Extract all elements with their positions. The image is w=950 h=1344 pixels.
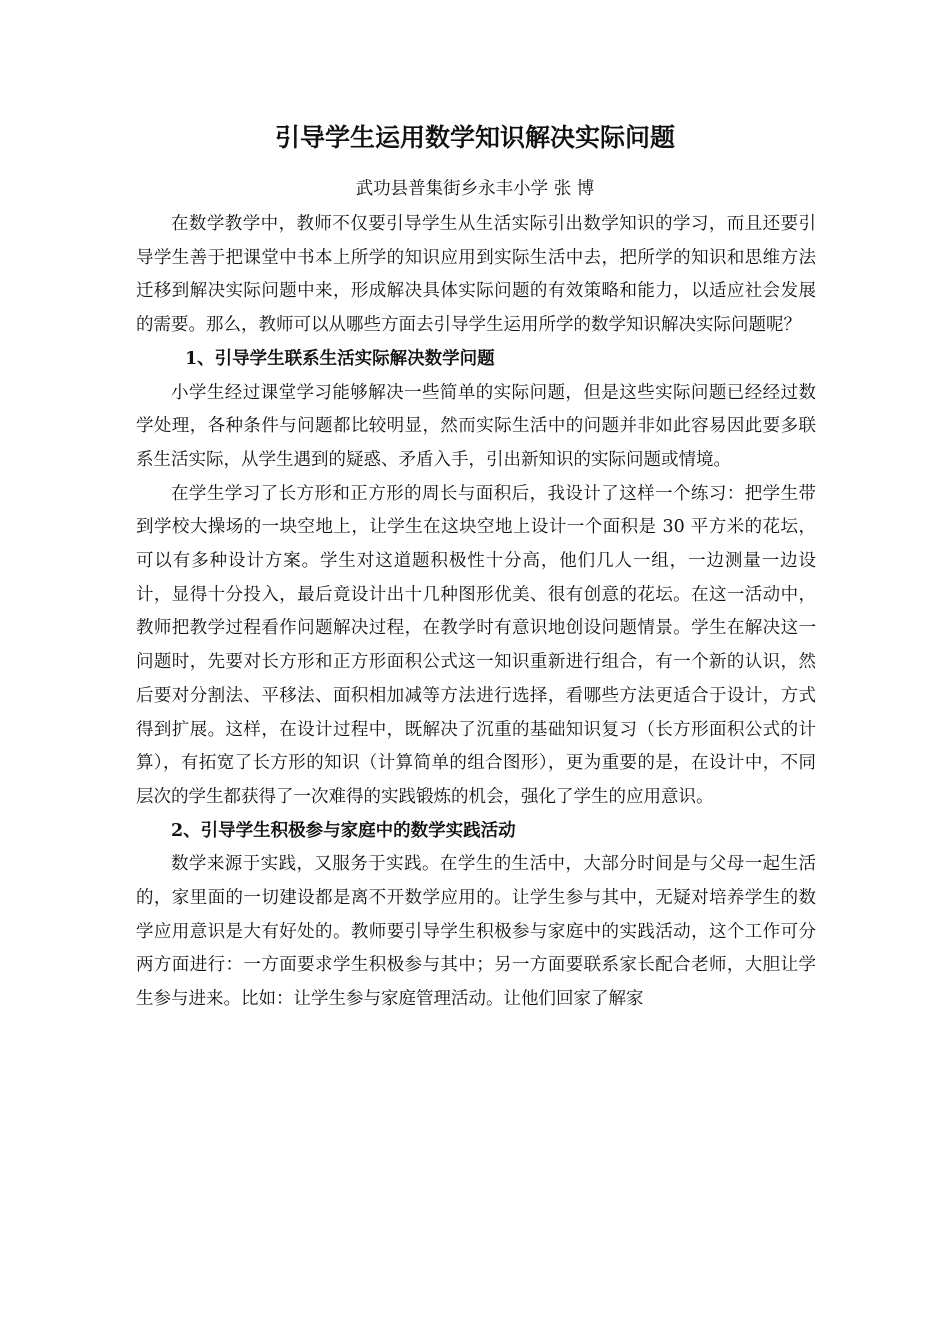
- document-body: [136, 208, 816, 1017]
- intro-paragraph: 在数学教学中，教师不仅要引导学生从生活实际引出数学知识的学习，而且还要引导学生善于把课堂中书本上所学的知识应用到实际生活中去，把所学的知识和思维方法迁移到解决实际问题中来，形成解决具体实际问题的有效策略和能力，以适应社会发展的需要。那么，教师可以从哪些方面去引导学生运用所学的数学知识解决实际问题呢？: [136, 214, 816, 336]
- section-1-paragraph-1: 小学生经过课堂学习能够解决一些简单的实际问题，但是这些实际问题已经经过数学处理，各种条件与问题都比较明显，然而实际生活中的问题并非如此容易因此要多联系生活实际，从学生遇到的疑惑、矛盾入手，引出新知识的实际问题或情境。: [136, 382, 816, 470]
- section-2-heading: 2、引导学生积极参与家庭中的数学实践活动: [171, 820, 516, 841]
- section-2-paragraph-1: 数学来源于实践，又服务于实践。在学生的生活中，大部分时间是与父母一起生活的，家里面的一切建设都是离不开数学应用的。让学生参与其中，无疑对培养学生的数学应用意识是大有好处的。教师要引导学生积极参与家庭中的实践活动，这个工作可分两方面进行：一方面要求学生积极参与其中；另一方面要联系家长配合老师，大胆让学生参与进来。比如：让学生参与家庭管理活动。让他们回家了解家: [136, 854, 816, 1010]
- section-1-heading: 1、引导学生联系生活实际解决数学问题: [185, 348, 495, 369]
- section-1-paragraph-2: 在学生学习了长方形和正方形的周长与面积后，我设计了这样一个练习：把学生带到学校大操场的一块空地上，让学生在这块空地上设计一个面积是 30 平方米的花坛，可以有多种设计方案。学生对这道题积极性十分高，他们几人一组，一边测量一边设计，显得十分投入，最后竟设计出十几种图形优美、很有创意的花坛。在这一活动中，教师把教学过程看作问题解决过程，在教学时有意识地创设问题情景。学生在解决这一问题时，先要对长方形和正方形面积公式这一知识重新进行组合，有一个新的认识，然后要对分割法、平移法、面积相加减等方法进行选择，看哪些方法更适合于设计，方式得到扩展。这样，在设计过程中，既解决了沉重的基础知识复习（长方形面积公式的计算），有拓宽了长方形的知识（计算简单的组合图形），更为重要的是，在设计中，不同层次的学生都获得了一次难得的实践锻炼的机会，强化了学生的应用意识。: [136, 483, 816, 807]
- author-line: 武功县普集街乡永丰小学 张 博: [355, 179, 595, 199]
- document-title: 引导学生运用数学知识解决实际问题: [274, 123, 675, 152]
